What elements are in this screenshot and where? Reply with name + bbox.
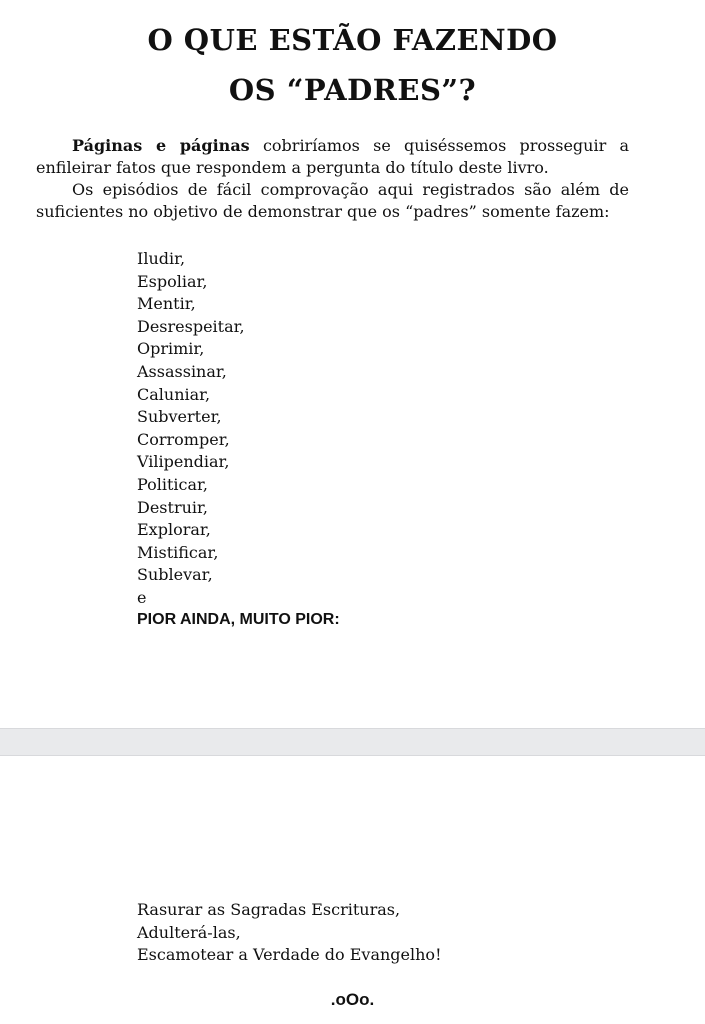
paragraph-2-line-2: suficientes no objetivo de demonstrar que os “padres” somente fazem: [36, 202, 610, 221]
verb-item: Iludir, [137, 249, 186, 268]
verb-item: Subverter, [137, 407, 222, 427]
verb-item: Explorar, [137, 520, 211, 540]
verb-item: Sublevar, [137, 565, 213, 585]
paragraph-2 [36, 179, 629, 223]
final-item: Adulterá-las, [137, 922, 241, 942]
final-item: Rasurar as Sagradas Escrituras, [137, 900, 401, 919]
verb-item: Espoliar, [137, 271, 208, 291]
verb-item: Caluniar, [137, 384, 211, 404]
verb-item: Politicar, [137, 474, 209, 494]
verb-item: Mistificar, [137, 542, 219, 562]
final-item: Escamotear a Verdade do Evangelho! [137, 945, 442, 965]
end-mark: .oOo. [330, 990, 375, 1009]
verb-item: e [137, 587, 147, 607]
page-title-line-2: OS “PADRES”? [228, 73, 477, 107]
verb-item: Vilipendiar, [137, 452, 230, 472]
verb-item: Assassinar, [137, 361, 227, 381]
verb-item: Oprimir, [137, 339, 205, 359]
paragraph-1-line-1-rest: cobriríamos se quiséssemos prosseguir a [262, 136, 630, 155]
paragraph-2-line-1: Os episódios de fácil comprovação aqui registrados são além de [72, 180, 629, 199]
page-separator [0, 728, 705, 756]
paragraph-1-line-2: enfileirar fatos que respondem a pergunta do título deste livro. [36, 158, 549, 177]
verb-item: Desrespeitar, [137, 316, 245, 336]
verb-item: Corromper, [137, 429, 230, 449]
paragraph-1-bold-lead: Páginas e páginas [72, 136, 250, 155]
final-list [137, 899, 442, 967]
conclusion-heading: PIOR AINDA, MUITO PIOR: [137, 611, 340, 628]
paragraph-1 [36, 135, 629, 179]
paragraph-1-line-1 [36, 135, 629, 157]
document-page-bottom [0, 756, 705, 1024]
page-title-line-1: O QUE ESTÃO FAZENDO [147, 23, 558, 57]
verb-item: Mentir, [137, 294, 196, 314]
verb-list [137, 248, 245, 610]
verb-item: Destruir, [137, 497, 208, 517]
